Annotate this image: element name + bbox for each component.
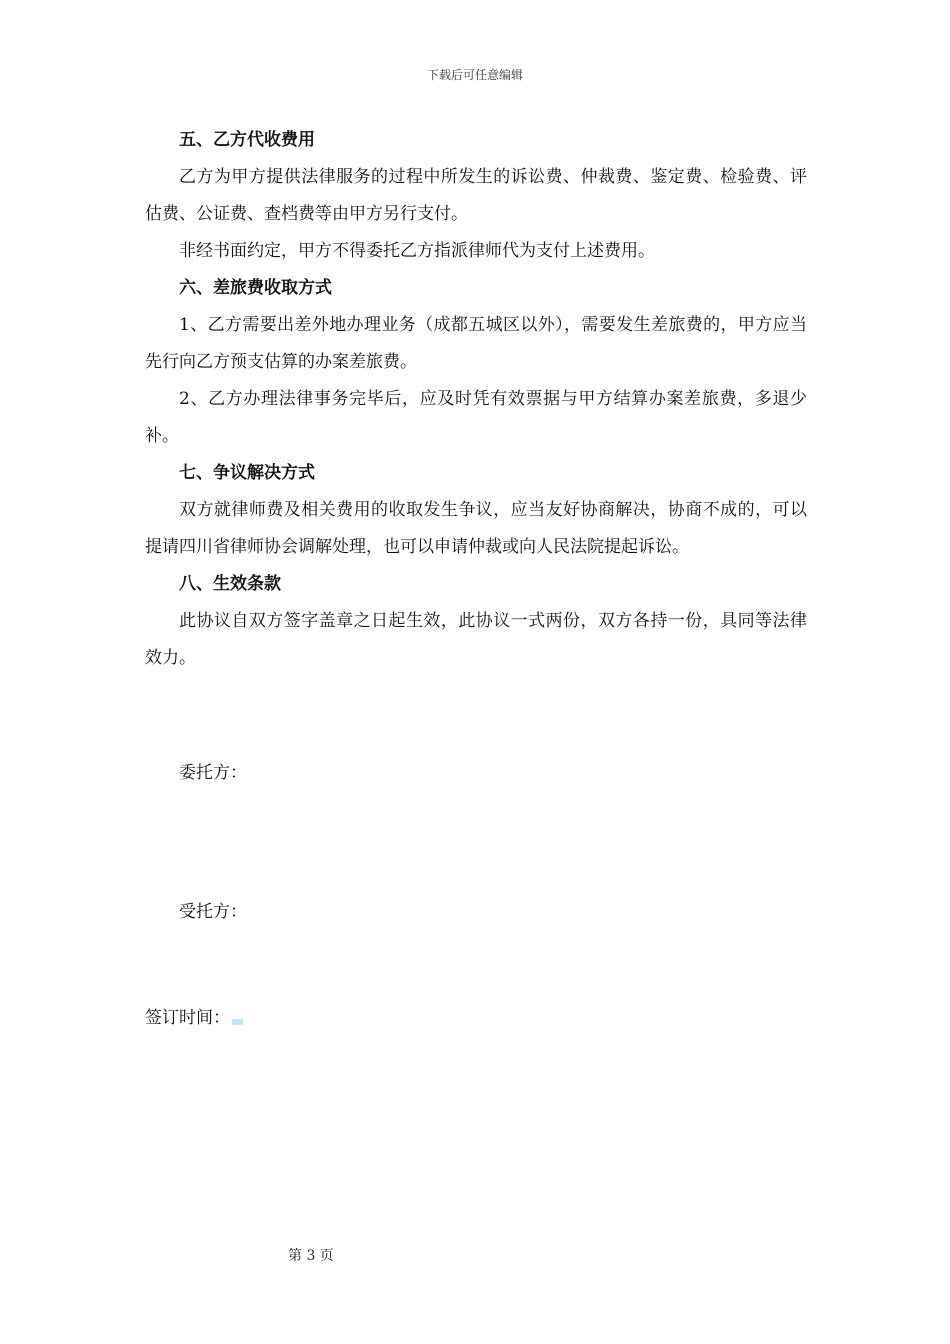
paragraph: 非经书面约定，甲方不得委托乙方指派律师代为支付上述费用。	[179, 241, 655, 261]
signing-date-line	[145, 1000, 243, 1037]
section-heading: 七、争议解决方式	[179, 463, 315, 483]
document-body	[145, 122, 807, 677]
paragraph: 2、乙方办理法律事务完毕后，应及时凭有效票据与甲方结算办案差旅费，多退少补。	[145, 389, 807, 446]
date-field-placeholder[interactable]	[232, 1019, 243, 1025]
header-note: 下载后可任意编辑	[426, 68, 523, 82]
agent-signature-label: 受托方：	[179, 902, 247, 922]
section-fee-collection	[145, 122, 807, 270]
paragraph: 1、乙方需要出差外地办理业务（成都五城区以外），需要发生差旅费的，甲方应当先行向乙方预支估算的办案差旅费。	[145, 315, 807, 372]
paragraph: 此协议自双方签字盖章之日起生效，此协议一式两份，双方各持一份，具同等法律效力。	[145, 611, 807, 668]
section-heading: 八、生效条款	[179, 574, 281, 594]
page-number: 第 3 页	[288, 1248, 334, 1264]
paragraph: 双方就律师费及相关费用的收取发生争议，应当友好协商解决，协商不成的，可以提请四川省律师协会调解处理，也可以申请仲裁或向人民法院提起诉讼。	[145, 500, 807, 557]
section-heading: 五、乙方代收费用	[179, 130, 315, 150]
client-signature-label: 委托方：	[179, 763, 247, 783]
section-heading: 六、差旅费收取方式	[179, 278, 332, 298]
signing-date-label: 签订时间：	[145, 1008, 230, 1028]
section-travel-expenses	[145, 270, 807, 455]
section-effective-terms	[145, 566, 807, 677]
paragraph: 乙方为甲方提供法律服务的过程中所发生的诉讼费、仲裁费、鉴定费、检验费、评估费、公证费、查档费等由甲方另行支付。	[145, 167, 807, 224]
section-dispute-resolution	[145, 455, 807, 566]
